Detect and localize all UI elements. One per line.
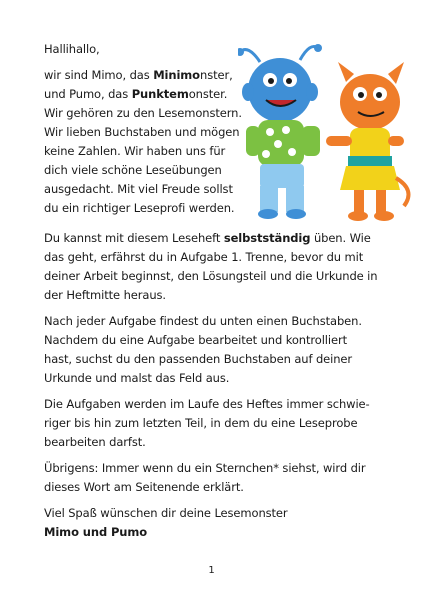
p4-line-1: Die Aufgaben werden im Laufe des Heftes immer schwie- xyxy=(44,397,370,411)
p3-line-4: Urkunde und malst das Feld aus. xyxy=(44,371,230,385)
intro-line-3: Wir gehören zu den Lesemonstern. xyxy=(44,106,242,120)
intro-line-1: wir sind Mimo, das Minimonster, xyxy=(44,68,233,82)
p2-line-4: der Heftmitte heraus. xyxy=(44,288,166,302)
intro-line-6: dich viele schöne Leseübungen xyxy=(44,163,222,177)
p2-line-1: Du kannst mit diesem Leseheft selbstständig üben. Wie xyxy=(44,231,371,245)
p4-line-2: riger bis hin zum letzten Teil, in dem du eine Leseprobe xyxy=(44,416,358,430)
p5-line-2: dieses Wort am Seitenende erklärt. xyxy=(44,480,244,494)
intro-line-8: du ein richtiger Leseprofi werden. xyxy=(44,201,235,215)
intro-line-7: ausgedacht. Mit viel Freude sollst xyxy=(44,182,233,196)
signature: Mimo und Pumo xyxy=(44,525,148,539)
p4-line-3: bearbeiten darfst. xyxy=(44,435,146,449)
p3-line-2: Nachdem du eine Aufgabe bearbeitet und kontrolliert xyxy=(44,333,348,347)
intro-line-5: keine Zahlen. Wir haben uns für xyxy=(44,144,226,158)
greeting: Hallihallo, xyxy=(44,42,100,56)
p5-line-1: Übrigens: Immer wenn du ein Sternchen* siehst, wird dir xyxy=(44,461,366,475)
p3-line-1: Nach jeder Aufgabe findest du unten einen Buchstaben. xyxy=(44,314,362,328)
p2-line-2: das geht, erfährst du in Aufgabe 1. Trenne, bevor du mit xyxy=(44,250,364,264)
intro-line-4: Wir lieben Buchstaben und mögen xyxy=(44,125,240,139)
intro-line-2: und Pumo, das Punktemonster. xyxy=(44,87,228,101)
p2-line-3: deiner Arbeit beginnst, den Lösungsteil und die Urkunde in xyxy=(44,269,378,283)
p3-line-3: hast, suchst du den passenden Buchstaben auf deiner xyxy=(44,352,353,366)
page-number: 1 xyxy=(208,565,215,576)
mimo-monster xyxy=(238,44,322,219)
pumo-monster xyxy=(326,62,409,221)
monsters-illustration xyxy=(238,40,418,230)
closing-line: Viel Spaß wünschen dir deine Lesemonster xyxy=(44,506,288,520)
